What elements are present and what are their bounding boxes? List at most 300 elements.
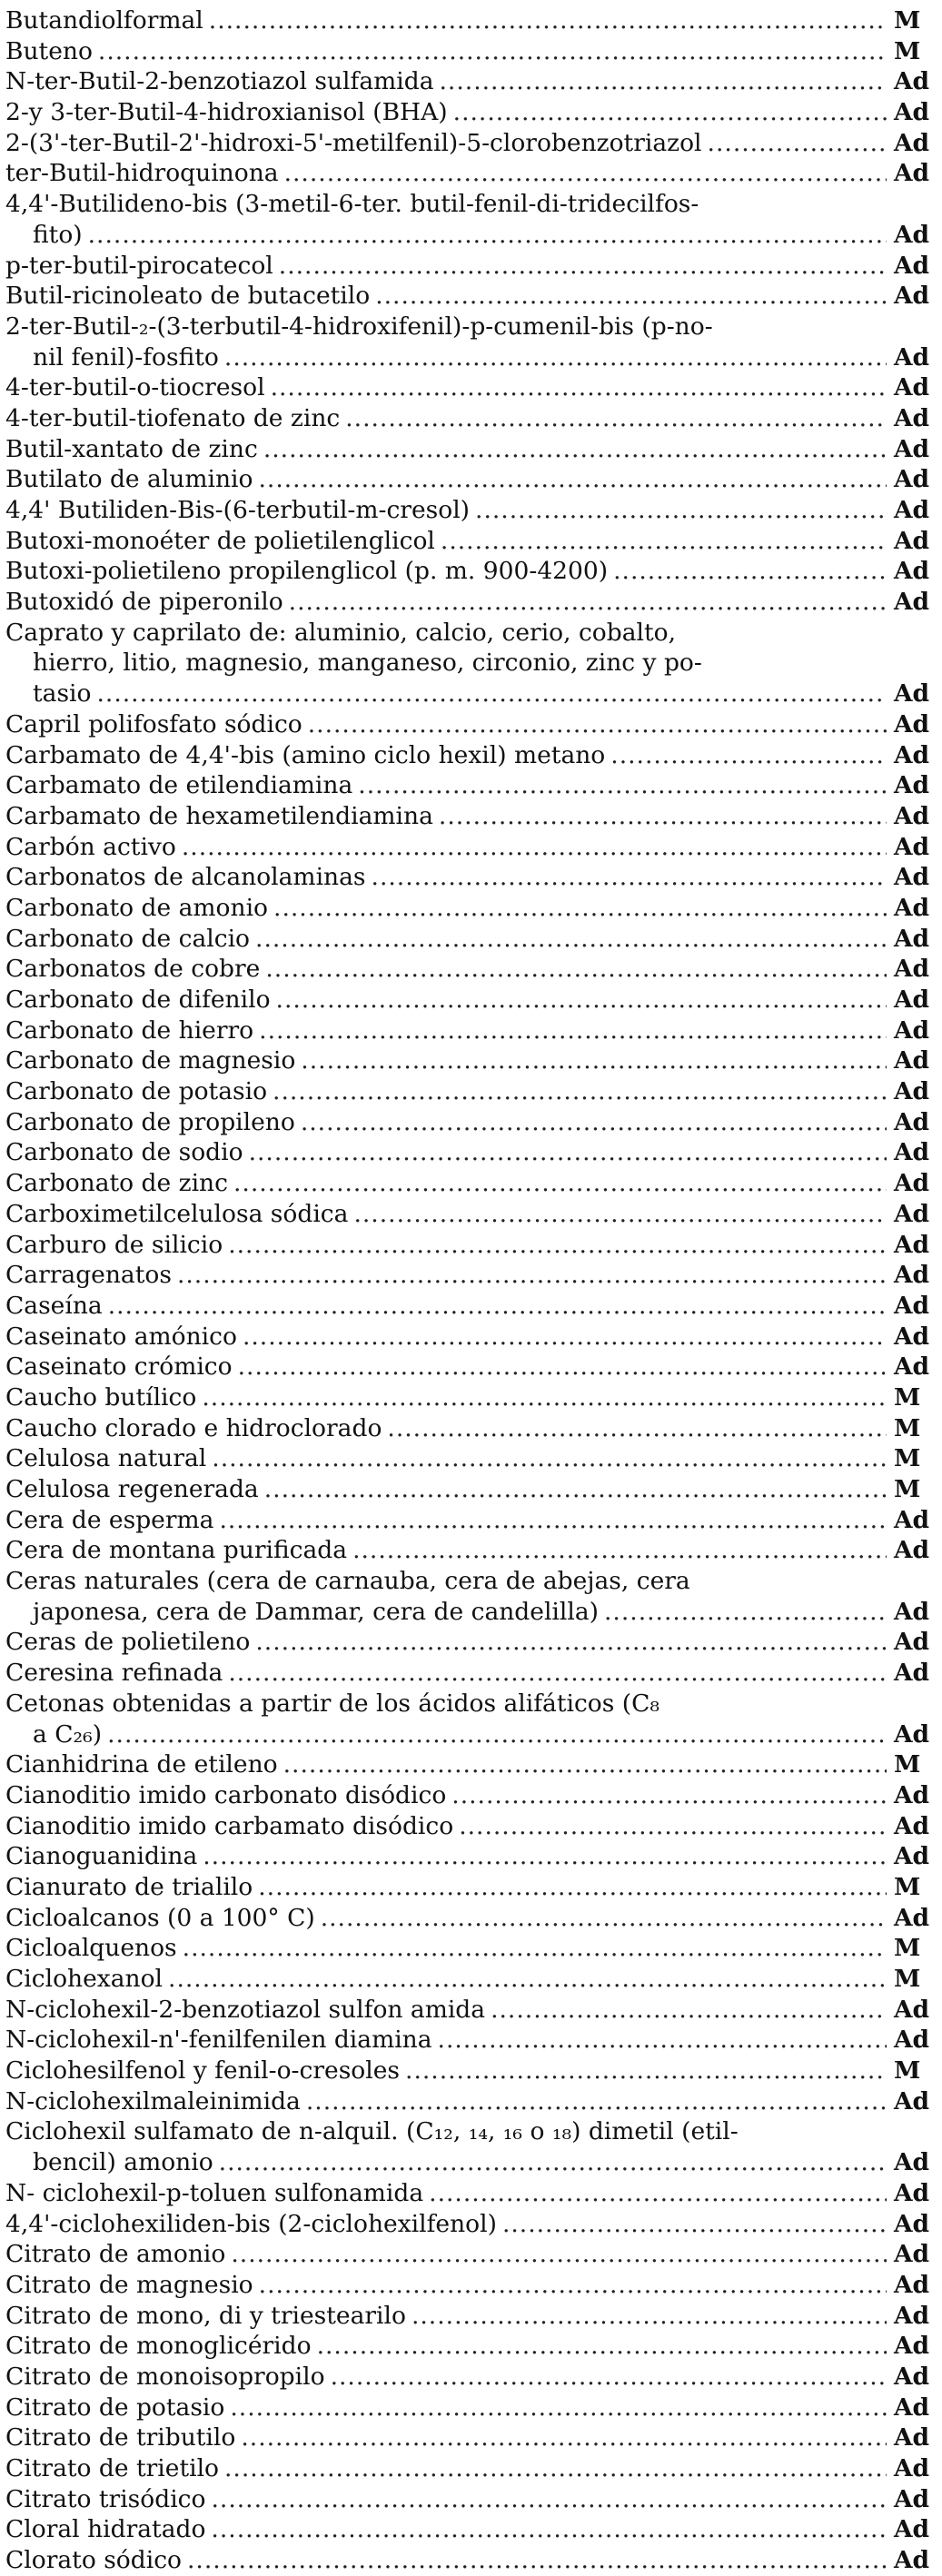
entry-name: Carbonato de sodio: [5, 1138, 243, 1167]
entry-code: Ad: [894, 1138, 930, 1167]
leader-dots: [279, 251, 887, 282]
list-entry: [5, 1566, 934, 1627]
entry-name-line: [5, 2056, 934, 2086]
entry-code: Ad: [894, 2270, 930, 2299]
entry-name: Butoxi-polietileno propilenglicol (p. m. 900-4200): [5, 557, 609, 586]
entry-name: Cianoditio imido carbonato disódico: [5, 1780, 447, 1809]
leader-dots: [96, 679, 887, 709]
entry-code: Ad: [894, 1261, 930, 1290]
entry-name-line: [5, 526, 934, 557]
leader-dots: [610, 740, 887, 771]
list-entry: [5, 403, 934, 434]
entry-code: M: [894, 1444, 921, 1473]
entry-code: Ad: [894, 1536, 930, 1565]
entry-name-line: [5, 372, 934, 403]
entry-name-line: [5, 2393, 934, 2423]
leader-dots: [238, 1352, 887, 1382]
leader-dots: [308, 709, 887, 740]
list-entry: [5, 832, 934, 863]
leader-dots: [107, 1719, 887, 1750]
entry-name: Carbonato de amonio: [5, 893, 269, 922]
entry-name-line: [5, 5, 934, 36]
entry-name: Carbamato de etilendiamina: [5, 771, 353, 800]
entry-name: Celulosa natural: [5, 1444, 207, 1473]
entry-name-line: [5, 1413, 934, 1444]
entry-name: N-ciclohexilmaleinimida: [5, 2086, 301, 2115]
list-entry: [5, 36, 934, 67]
entry-name: Cianoguanidina: [5, 1842, 198, 1871]
entry-code: M: [894, 1934, 921, 1963]
entry-name-line: [5, 1230, 934, 1261]
entry-name-line: [5, 1749, 934, 1780]
entry-name-line: [5, 1505, 934, 1536]
list-entry: [5, 1872, 934, 1903]
entry-name-line: [5, 312, 934, 342]
entry-name-line: [5, 770, 934, 801]
leader-dots: [264, 1474, 887, 1505]
entry-name-line: [5, 66, 934, 97]
entry-name-line: [5, 281, 934, 312]
leader-dots: [453, 97, 887, 128]
entry-name: Carbonato de potasio: [5, 1077, 268, 1106]
leader-dots: [613, 556, 887, 587]
entry-name: N-ciclohexil-2-benzotiazol sulfon amida: [5, 1995, 486, 2024]
entry-code: M: [894, 1475, 921, 1503]
entry-name: 4,4'-ciclohexiliden-bis (2-ciclohexilfenol): [5, 2209, 497, 2238]
entry-name-line: [5, 587, 934, 618]
list-entry: [5, 281, 934, 312]
entry-name: Ceresina refinada: [5, 1659, 223, 1688]
list-entry: [5, 1016, 934, 1046]
entry-name: Caseinato crómico: [5, 1352, 233, 1382]
entry-name: Carbonato de hierro: [5, 1016, 254, 1045]
entry-name-line: [5, 2484, 934, 2515]
entry-name: Citrato de monoglicérido: [5, 2332, 312, 2361]
entry-code: Ad: [894, 128, 930, 157]
list-entry: [5, 2056, 934, 2086]
entry-name-line: [5, 251, 934, 282]
entry-name: 2-ter-Butil-₂-(3-terbutil-4-hidroxifenil)-p-cumenil-bis (p-no-: [5, 312, 713, 341]
entry-name-line: [5, 158, 934, 189]
entry-name-line: [5, 1841, 934, 1872]
list-entry: [5, 893, 934, 924]
list-entry: [5, 618, 934, 709]
leader-dots: [168, 1964, 887, 1995]
list-entry: [5, 2178, 934, 2209]
entry-name-line: [5, 2422, 934, 2453]
list-entry: [5, 556, 934, 587]
list-entry: [5, 66, 934, 97]
entry-code: Ad: [894, 1811, 930, 1840]
list-entry: [5, 1107, 934, 1138]
entry-name-line: [5, 1291, 934, 1322]
entry-name-line: [5, 2545, 934, 2576]
leader-dots: [491, 1995, 887, 2026]
entry-name: Ciclohexanol: [5, 1965, 164, 1993]
entry-name: Ceras de polietileno: [5, 1628, 251, 1657]
entry-code: Ad: [894, 220, 930, 249]
entry-name: Cera de montana purificada: [5, 1536, 348, 1565]
entry-name-line: [5, 1045, 934, 1076]
list-entry: [5, 158, 934, 189]
entry-name-line: [5, 1352, 934, 1382]
entry-name-line: [5, 1964, 934, 1995]
entry-name: Citrato de amonio: [5, 2240, 226, 2269]
list-entry: [5, 1474, 934, 1505]
entry-name-line: [5, 2116, 934, 2147]
entry-name-line: [5, 1933, 934, 1964]
entry-name-line: [5, 2514, 934, 2545]
entry-name: a C₂₆): [33, 1719, 103, 1749]
list-entry: [5, 924, 934, 955]
entry-name-line: [5, 1995, 934, 2026]
entry-code: Ad: [894, 2484, 930, 2513]
entry-code: Ad: [894, 2454, 930, 2482]
entry-code: Ad: [894, 1995, 930, 2024]
leader-dots: [258, 1872, 887, 1903]
list-entry: [5, 2422, 934, 2453]
leader-dots: [224, 342, 887, 373]
leader-dots: [88, 220, 887, 251]
entry-code: Ad: [894, 1719, 930, 1749]
entry-code: M: [894, 2056, 921, 2086]
list-entry: [5, 372, 934, 403]
entry-name: Cianurato de trialilo: [5, 1872, 253, 1901]
entry-name-line: [5, 1872, 934, 1903]
entry-name-line: [5, 2025, 934, 2056]
leader-dots: [317, 2331, 887, 2362]
leader-dots: [289, 587, 887, 618]
entry-name: Ciclohexil sulfamato de n-alquil. (C₁₂, ₁₄, ₁₆ o ₁₈) dimetil (etil-: [5, 2117, 739, 2146]
entry-name: Citrato de monoisopropilo: [5, 2362, 325, 2391]
list-entry: [5, 2270, 934, 2301]
entry-name: Cera de esperma: [5, 1505, 214, 1534]
entry-code: Ad: [894, 924, 930, 953]
entry-name: Carboximetilcelulosa sódica: [5, 1199, 349, 1228]
entry-name-line: [5, 1535, 934, 1566]
entry-code: M: [894, 1413, 921, 1442]
entry-name: Capril polifosfato sódico: [5, 709, 302, 738]
entry-name-line: [5, 1382, 934, 1413]
entry-name-line: [5, 1658, 934, 1689]
list-entry: [5, 2116, 934, 2177]
leader-dots: [321, 1903, 887, 1934]
entry-name: Caseinato amónico: [5, 1322, 237, 1351]
entry-code: Ad: [894, 496, 930, 524]
list-entry: [5, 1413, 934, 1444]
leader-dots: [459, 1811, 887, 1842]
entry-name: Butoxidó de piperonilo: [5, 588, 283, 617]
entry-code: Ad: [894, 2515, 930, 2544]
entry-name: Citrato de trietilo: [5, 2454, 219, 2482]
list-entry: [5, 1505, 934, 1536]
entry-code: Ad: [894, 986, 930, 1014]
entry-name: fito): [33, 220, 83, 249]
entry-name-line: [5, 1016, 934, 1046]
list-entry: [5, 251, 934, 282]
entry-continuation-line: [5, 1719, 934, 1750]
entry-code: Ad: [894, 679, 930, 708]
entry-name: 2-(3'-ter-Butil-2'-hidroxi-5'-metilfenil)-5-clorobenzotriazol: [5, 128, 702, 157]
list-entry: [5, 2025, 934, 2056]
list-entry: [5, 526, 934, 557]
entry-name-line: [5, 2453, 934, 2484]
list-entry: [5, 954, 934, 985]
entry-name: Ciclohesilfenol y fenil-o-cresoles: [5, 2056, 401, 2086]
entry-code: Ad: [894, 2423, 930, 2452]
entry-name: Carbón activo: [5, 832, 176, 861]
list-entry: [5, 1689, 934, 1749]
entry-name-line: [5, 832, 934, 863]
list-entry: [5, 1903, 934, 1934]
entry-code: Ad: [894, 2332, 930, 2361]
list-entry: [5, 189, 934, 250]
entry-name-line: [5, 862, 934, 893]
leader-dots: [451, 1780, 887, 1811]
entry-name: tasio: [33, 679, 92, 708]
entry-name-line: [5, 1780, 934, 1811]
entry-name: Cianhidrina de etileno: [5, 1750, 278, 1779]
entry-code: Ad: [894, 1199, 930, 1228]
leader-dots: [243, 1322, 887, 1352]
list-entry: [5, 2239, 934, 2270]
list-entry: [5, 2301, 934, 2332]
entry-name: Carbonatos de alcanolaminas: [5, 863, 366, 892]
leader-dots: [475, 495, 887, 526]
entry-name-line: [5, 2086, 934, 2117]
entry-name-line: [5, 1566, 934, 1597]
list-entry: [5, 1322, 934, 1352]
entry-name-line: [5, 97, 934, 128]
list-entry: [5, 434, 934, 465]
entry-name: Buteno: [5, 36, 93, 65]
leader-dots: [429, 2178, 887, 2209]
entry-continuation-line: [5, 648, 934, 679]
entry-name: Cianoditio imido carbamato disódico: [5, 1811, 454, 1840]
leader-dots: [203, 1841, 887, 1872]
leader-dots: [502, 2209, 887, 2240]
substance-list: [5, 5, 934, 2576]
list-entry: [5, 1933, 934, 1964]
leader-dots: [219, 1505, 887, 1536]
entry-name: Carbonato de zinc: [5, 1169, 228, 1198]
entry-name-line: [5, 1322, 934, 1352]
list-entry: [5, 2086, 934, 2117]
entry-name: Cicloalcanos (0 a 100° C): [5, 1903, 315, 1932]
leader-dots: [306, 2086, 887, 2117]
leader-dots: [211, 2484, 887, 2515]
entry-continuation-line: [5, 679, 934, 709]
entry-name-line: [5, 2209, 934, 2240]
leader-dots: [353, 1199, 887, 1230]
leader-dots: [183, 1933, 887, 1964]
entry-code: Ad: [894, 2240, 930, 2269]
leader-dots: [202, 1382, 887, 1413]
list-entry: [5, 1995, 934, 2026]
leader-dots: [224, 2453, 887, 2484]
entry-code: Ad: [894, 1505, 930, 1534]
list-entry: [5, 1964, 934, 1995]
leader-dots: [284, 158, 887, 189]
entry-name-line: [5, 189, 934, 220]
leader-dots: [301, 1045, 887, 1076]
entry-name: Citrato de potasio: [5, 2393, 225, 2422]
entry-name-line: [5, 2178, 934, 2209]
entry-name: bencil) amonio: [33, 2148, 213, 2177]
entry-name: 4,4' Butiliden-Bis-(6-terbutil-m-cresol): [5, 496, 471, 524]
entry-name-line: [5, 2301, 934, 2332]
entry-code: Ad: [894, 2026, 930, 2055]
leader-dots: [439, 801, 887, 832]
entry-name-line: [5, 434, 934, 465]
entry-name: Ceras naturales (cera de carnauba, cera de abejas, cera: [5, 1567, 690, 1596]
entry-code: Ad: [894, 771, 930, 800]
entry-name: 4-ter-butil-o-tiocresol: [5, 373, 265, 402]
entry-continuation-line: [5, 2147, 934, 2178]
entry-code: Ad: [894, 1322, 930, 1351]
entry-name-line: [5, 1260, 934, 1291]
entry-code: Ad: [894, 282, 930, 311]
leader-dots: [273, 1076, 887, 1107]
leader-dots: [209, 5, 887, 36]
entry-code: Ad: [894, 1077, 930, 1106]
entry-code: Ad: [894, 893, 930, 922]
entry-code: Ad: [894, 1659, 930, 1688]
entry-name-line: [5, 2362, 934, 2393]
entry-name: Carburo de silicio: [5, 1230, 223, 1259]
list-entry: [5, 1076, 934, 1107]
leader-dots: [358, 770, 887, 801]
entry-name-line: [5, 2331, 934, 2362]
leader-dots: [177, 1260, 887, 1291]
entry-name-line: [5, 36, 934, 67]
leader-dots: [182, 832, 887, 863]
leader-dots: [211, 2514, 887, 2545]
leader-dots: [259, 1016, 887, 1046]
list-entry: [5, 2545, 934, 2576]
entry-name: Citrato trisódico: [5, 2484, 206, 2513]
list-entry: [5, 1291, 934, 1322]
entry-name: Citrato de magnesio: [5, 2270, 253, 2299]
entry-continuation-line: [5, 220, 934, 251]
list-entry: [5, 464, 934, 495]
entry-code: Ad: [894, 832, 930, 861]
entry-code: Ad: [894, 342, 930, 372]
leader-dots: [255, 924, 887, 955]
entry-code: Ad: [894, 557, 930, 586]
list-entry: [5, 1260, 934, 1291]
entry-code: Ad: [894, 2178, 930, 2207]
entry-name-line: [5, 403, 934, 434]
entry-code: Ad: [894, 955, 930, 984]
list-entry: [5, 1199, 934, 1230]
entry-name: Clorato sódico: [5, 2546, 182, 2575]
leader-dots: [387, 1413, 887, 1444]
entry-name: N-ter-Butil-2-benzotiazol sulfamida: [5, 67, 434, 96]
entry-code: Ad: [894, 709, 930, 738]
list-entry: [5, 1045, 934, 1076]
entry-code: M: [894, 1382, 921, 1412]
leader-dots: [219, 2147, 887, 2178]
list-entry: [5, 1811, 934, 1842]
entry-code: Ad: [894, 863, 930, 892]
list-entry: [5, 709, 934, 740]
entry-name: Butilato de aluminio: [5, 465, 253, 494]
entry-name: Caseína: [5, 1291, 103, 1320]
entry-code: Ad: [894, 1230, 930, 1259]
entry-name-line: [5, 709, 934, 740]
entry-code: Ad: [894, 2362, 930, 2391]
leader-dots: [273, 893, 887, 924]
entry-name: Caprato y caprilato de: aluminio, calcio, cerio, cobalto,: [5, 618, 677, 647]
entry-name: Caucho butílico: [5, 1382, 197, 1412]
entry-name: japonesa, cera de Dammar, cera de candelilla): [33, 1597, 599, 1626]
entry-code: Ad: [894, 2086, 930, 2115]
leader-dots: [405, 2056, 887, 2086]
leader-dots: [352, 1535, 887, 1566]
entry-code: M: [894, 1965, 921, 1993]
leader-dots: [283, 1749, 887, 1780]
list-entry: [5, 2209, 934, 2240]
entry-name-line: [5, 2270, 934, 2301]
leader-dots: [276, 985, 887, 1016]
entry-code: Ad: [894, 2148, 930, 2177]
list-entry: [5, 2514, 934, 2545]
entry-name-line: [5, 618, 934, 649]
list-entry: [5, 97, 934, 128]
entry-name: Cloral hidratado: [5, 2515, 206, 2544]
leader-dots: [265, 954, 887, 985]
entry-code: Ad: [894, 67, 930, 96]
entry-name-line: [5, 1443, 934, 1474]
leader-dots: [108, 1291, 887, 1322]
list-entry: [5, 1443, 934, 1474]
entry-name: N- ciclohexil-p-toluen sulfonamida: [5, 2178, 424, 2207]
list-entry: [5, 1658, 934, 1689]
list-entry: [5, 985, 934, 1016]
entry-code: Ad: [894, 740, 930, 769]
entry-name-line: [5, 1627, 934, 1658]
entry-name-line: [5, 1107, 934, 1138]
entry-name-line: [5, 1076, 934, 1107]
leader-dots: [98, 36, 887, 67]
list-entry: [5, 2453, 934, 2484]
entry-name-line: [5, 893, 934, 924]
list-entry: [5, 5, 934, 36]
entry-name-line: [5, 495, 934, 526]
list-entry: [5, 740, 934, 771]
entry-name: Butandiolformal: [5, 6, 203, 35]
leader-dots: [230, 2393, 887, 2423]
leader-dots: [233, 1168, 887, 1199]
entry-code: Ad: [894, 1628, 930, 1657]
list-entry: [5, 862, 934, 893]
entry-name: Carbonato de magnesio: [5, 1046, 296, 1075]
list-entry: [5, 128, 934, 159]
leader-dots: [241, 2422, 887, 2453]
entry-name: N-ciclohexil-n'-fenilfenilen diamina: [5, 2026, 432, 2055]
entry-name: Carbamato de 4,4'-bis (amino ciclo hexil) metano: [5, 740, 606, 769]
entry-name: Citrato de mono, di y triestearilo: [5, 2301, 406, 2330]
entry-code: Ad: [894, 1016, 930, 1045]
entry-name: Carbonatos de cobre: [5, 955, 261, 984]
leader-dots: [604, 1597, 887, 1628]
entry-name: Carbonato de propileno: [5, 1107, 295, 1136]
leader-dots: [187, 2545, 887, 2576]
entry-code: Ad: [894, 2301, 930, 2330]
entry-name: p-ter-butil-pirocatecol: [5, 251, 273, 280]
entry-name: Butil-xantato de zinc: [5, 434, 258, 463]
